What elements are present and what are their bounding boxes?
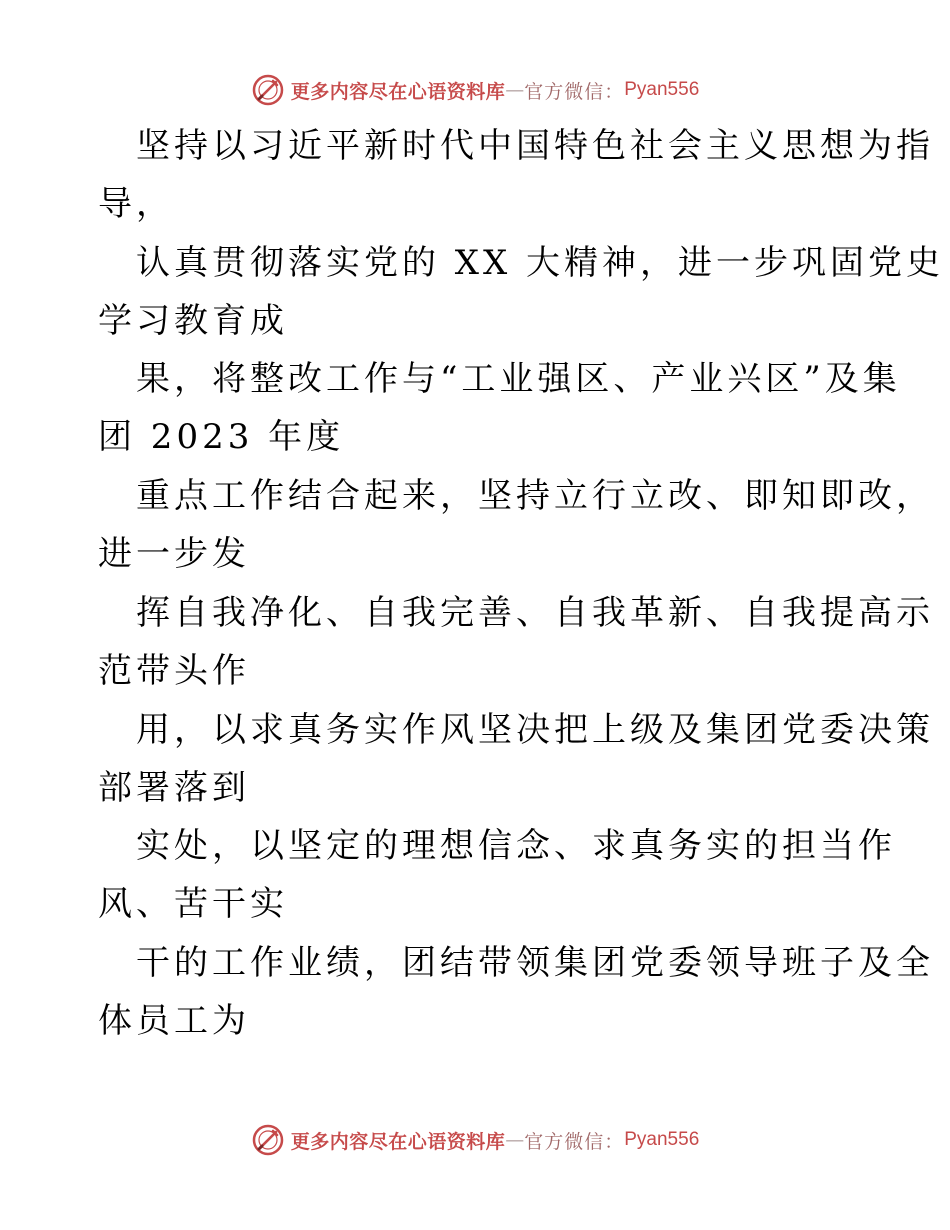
text-line: 坚持以习近平新时代中国特色社会主义思想为指 [136,126,934,166]
banner-wechat-id: Pyan556 [624,79,700,100]
text-line: 进一步发 [98,534,250,574]
text-line: 干的工作业绩，团结带领集团党委领导班子及全 [136,943,934,983]
seal-logo-icon [251,1123,285,1157]
banner-contact-label: 官方微信： [524,80,625,103]
text-line: 重点工作结合起来，坚持立行立改、即知即改， [136,476,934,516]
text-line: 体员工为 [98,1001,250,1041]
text-line: 认真贯彻落实党的 XX 大精神，进一步巩固党史 [136,243,945,283]
text-line: 用，以求真务实作风坚决把上级及集团党委决策 [136,710,934,750]
footer-watermark-banner [0,1120,950,1160]
banner-dash: — [505,79,525,101]
text-line: 挥自我净化、自我完善、自我革新、自我提高示 [136,593,934,633]
banner-dash: — [505,1129,525,1151]
text-line: 风、苦干实 [98,884,288,924]
text-line: 部署落到 [98,768,250,808]
banner-brand-text: 更多内容尽在心语资料库 [290,1130,506,1153]
banner-contact-label: 官方微信： [524,1130,625,1153]
seal-logo-icon [251,73,285,107]
text-line: 范带头作 [98,651,250,691]
header-watermark-banner [0,70,950,110]
text-line: 团 2023 年度 [98,417,345,457]
text-line: 导， [98,184,174,224]
banner-brand-text: 更多内容尽在心语资料库 [290,80,506,103]
text-line: 实处，以坚定的理想信念、求真务实的担当作 [136,826,896,866]
text-line: 学习教育成 [98,301,288,341]
banner-wechat-id: Pyan556 [624,1129,700,1150]
text-line: 果，将整改工作与“工业强区、产业兴区”及集 [136,359,901,399]
